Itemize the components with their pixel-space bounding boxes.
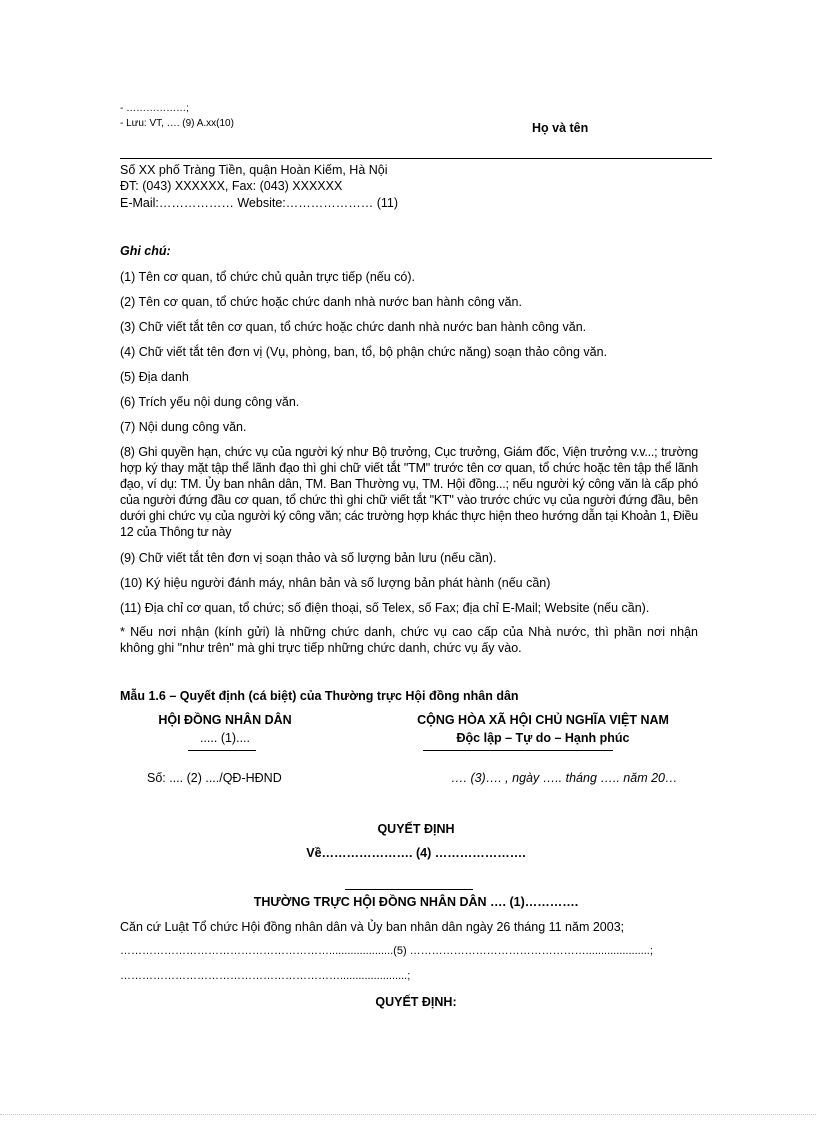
form-title: Mẫu 1.6 – Quyết định (cá biệt) của Thường trực Hội đồng nhân dân — [120, 689, 519, 703]
note-item: (2) Tên cơ quan, tổ chức hoặc chức danh nhà nước ban hành công văn. — [120, 295, 522, 309]
org-name: HỘI ĐỒNG NHÂN DÂN — [158, 713, 292, 727]
motto-underline — [423, 750, 613, 751]
org-subname: ..... (1).... — [199, 731, 250, 745]
contact-address: Số XX phố Tràng Tiền, quận Hoàn Kiếm, Hà Nội — [120, 163, 388, 177]
note-item: (1) Tên cơ quan, tổ chức chủ quản trực tiếp (nếu có). — [120, 270, 415, 284]
org-underline — [188, 750, 256, 751]
note-item: (10) Ký hiệu người đánh máy, nhân bản và số lượng bản phát hành (nếu cần) — [120, 576, 551, 590]
document-number: Số: .... (2) ..../QĐ-HĐND — [147, 771, 282, 785]
note-item: (5) Địa danh — [120, 370, 189, 384]
note-item: (4) Chữ viết tắt tên đơn vị (Vụ, phòng, ban, tổ, bộ phận chức năng) soạn thảo công văn. — [120, 345, 608, 359]
authority-heading: THƯỜNG TRỰC HỘI ĐỒNG NHÂN DÂN …. (1)…………. — [253, 895, 579, 909]
archive-note: - Lưu: VT, …. (9) A.xx(10) — [120, 118, 234, 129]
note-item: (6) Trích yếu nội dung công văn. — [120, 395, 300, 409]
footer-divider — [120, 158, 712, 159]
note-item: (3) Chữ viết tắt tên cơ quan, tổ chức hoặc chức danh nhà nước ban hành công văn. — [120, 320, 587, 334]
note-item: (9) Chữ viết tắt tên đơn vị soạn thảo và số lượng bản lưu (nếu cần). — [120, 551, 497, 565]
legal-basis: Căn cứ Luật Tổ chức Hội đồng nhân dân và Ủy ban nhân dân ngày 26 tháng 11 năm 2003; — [120, 920, 625, 934]
signer-name: Họ và tên — [532, 121, 589, 135]
decision-heading: QUYẾT ĐỊNH — [377, 822, 455, 836]
note-item: (7) Nội dung công văn. — [120, 420, 247, 434]
national-title: CỘNG HÒA XÃ HỘI CHỦ NGHĨA VIỆT NAM — [417, 713, 669, 727]
contact-email: E-Mail:……………… Website:………………… (11) — [120, 196, 399, 210]
national-motto: Độc lập – Tự do – Hạnh phúc — [456, 731, 630, 745]
subject-underline — [345, 889, 473, 890]
decision-subject: Về…………………. (4) …………………. — [306, 846, 526, 860]
notes-title: Ghi chú: — [120, 244, 171, 258]
decides-heading: QUYẾT ĐỊNH: — [375, 995, 457, 1009]
page-bottom-border — [0, 1114, 816, 1115]
recipient-list-item: - ………………; — [120, 103, 189, 114]
legal-basis: ……………………………………………………......................; — [120, 970, 411, 982]
note-item: (11) Địa chỉ cơ quan, tổ chức; số điện thoại, số Telex, số Fax; địa chỉ E-Mail; Website (nếu cần). — [120, 601, 650, 615]
contact-phone: ĐT: (043) XXXXXX, Fax: (043) XXXXXX — [120, 179, 343, 193]
legal-basis: ………………………………………………….....................(5) ………………………………………….....................; — [120, 945, 653, 957]
note-item: (8) Ghi quyền hạn, chức vụ của người ký như Bộ trưởng, Cục trưởng, Giám đốc, Viện trưởng v.v...; trường hợp ký thay mặt tập thể lãnh đạo thì ghi chữ viết tắt "TM" trước tên cơ quan, tổ chức hoặc tên tập thể lãnh đạo, ví dụ: TM. Ủy ban nhân dân, TM. Ban Thường vụ, TM. Hội đồng...; nếu người ký công văn là cấp phó của người đứng đầu cơ quan, tổ chức thì ghi chữ viết tắt "KT" vào trước chức vụ của người đứng đầu, bên dưới ghi chức vụ của người ký công văn; các trường hợp khác thực hiện theo hướng dẫn tại Khoản 1, Điều 12 của Thông tư này — [120, 445, 698, 539]
note-item: * Nếu nơi nhận (kính gửi) là những chức danh, chức vụ cao cấp của Nhà nước, thì phần nơi nhận không ghi "như trên" mà ghi trực tiếp những chức danh, chức vụ ấy vào. — [120, 625, 698, 655]
place-date: …. (3)…. , ngày ….. tháng ….. năm 20… — [451, 771, 678, 785]
